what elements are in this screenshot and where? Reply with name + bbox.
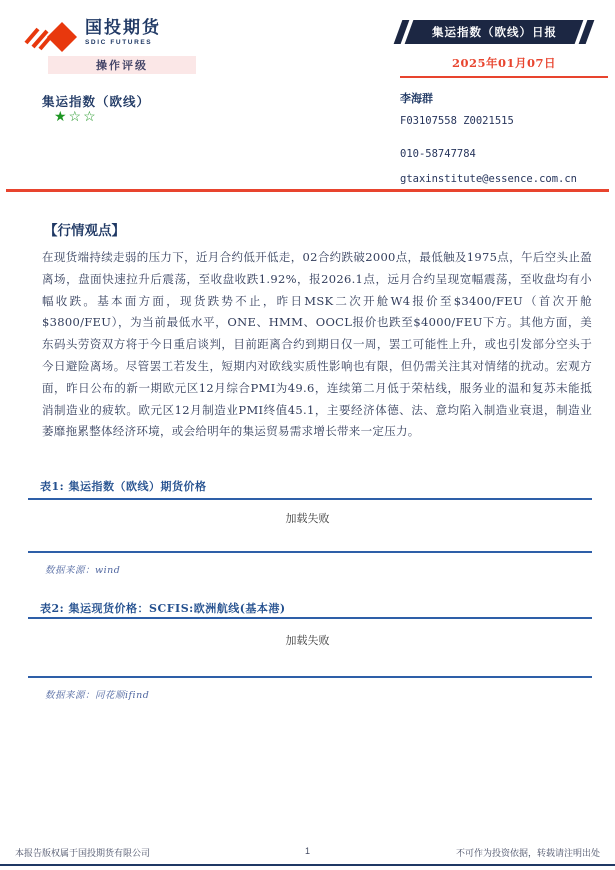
table2-bottom-rule [28, 676, 592, 678]
report-date: 2025年01月07日 [451, 56, 556, 70]
footer-page-number: 1 [304, 846, 310, 856]
rating-label-box [48, 56, 196, 74]
rating-label: 操作评级 [96, 59, 148, 72]
table2-top-rule [28, 617, 592, 619]
table2-title: 表2: 集运现货价格：SCFIS:欧洲航线(基本港) [40, 602, 286, 615]
market-view-paragraph: 在现货端持续走弱的压力下，近月合约低开低走，02合约跌破2000点，最低触及1975点，午后空头止盈离场，盘面快速拉升后震荡，至收盘收跌1.92%，报2026.1点，远月合约呈现宽幅震荡，至收盘均有小幅收跌。基本面方面，现货跌势不止，昨日MSK二次开舱W4报价至$3400/FEU（首次开舱$3800/FEU），为当前最低水平，ONE、HMM、OOCL报价也跌至$4000/FEU下方。其他方面，美东码头劳资双方将于今日重启谈判，目前距离合约到期日仅一周，罢工可能性上升，或也引发部分空头于今日避险离场。尽管罢工若发生，短期内对欧线实质性影响也有限，但仍需关注其对情绪的扰动。宏观方面，昨日公布的新一期欧元区12月综合PMI为49.6，连续第二月低于荣枯线，服务业的温和复苏未能抵消制造业的疲软。欧元区12月制造业PMI终值45.1，主要经济体德、法、意均陷入制造业衰退，制造业萎靡拖累整体经济环境，或会给明年的集运贸易需求增长带来一定压力。 [42, 250, 592, 439]
analyst-phone: 010-58747784 [400, 148, 476, 160]
table1-title: 表1: 集运指数（欧线）期货价格 [40, 480, 207, 493]
footer-copyright: 本报告版权属于国投期货有限公司 [15, 848, 151, 858]
report-title: 集运指数（欧线）日报 [431, 25, 557, 39]
header-divider-rule [6, 189, 609, 192]
analyst-license-number: F03107558 Z0021515 [400, 115, 514, 127]
table1-data-source: 数据来源：wind [45, 565, 121, 576]
report-title-banner [398, 20, 590, 44]
logo-diamond-icon [24, 18, 80, 60]
section-title-market-view: 【行情观点】 [44, 223, 125, 239]
table2-data-source: 数据来源：同花顺ifind [45, 690, 150, 701]
analyst-email-link[interactable]: gtaxinstitute@essence.com.cn [400, 173, 578, 185]
company-logo [24, 18, 161, 60]
footer-bottom-rule [0, 864, 615, 866]
table1-load-failed-placeholder: 加载失败 [285, 512, 330, 525]
star-rating: ★☆☆ [54, 109, 98, 125]
report-date-block [400, 52, 608, 78]
table1-bottom-rule [28, 551, 592, 553]
analyst-name: 李海群 [400, 92, 433, 105]
table1-top-rule [28, 498, 592, 500]
product-name: 集运指数（欧线） [42, 94, 151, 109]
logo-company-name-en: SDIC FUTURES [85, 39, 153, 46]
logo-company-name: 国投期货 [85, 18, 161, 37]
banner-box [405, 20, 584, 44]
page-footer [0, 846, 615, 862]
table2-load-failed-placeholder: 加载失败 [285, 634, 330, 647]
footer-disclaimer: 不可作为投资依据，转载请注明出处 [455, 848, 600, 858]
